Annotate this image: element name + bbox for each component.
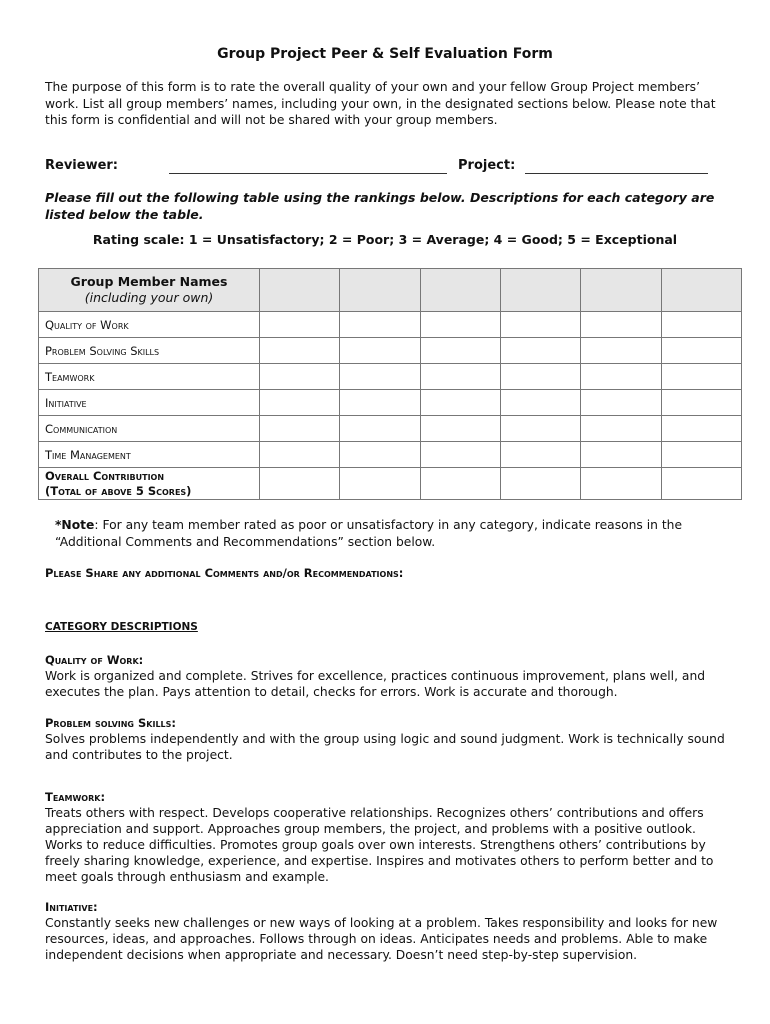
comments-heading: Please Share any additional Comments and/or Recommendations: xyxy=(45,566,404,580)
score-cell[interactable] xyxy=(581,390,661,416)
score-cell[interactable] xyxy=(500,468,580,500)
row-label-communication: Communication xyxy=(39,416,260,442)
score-cell[interactable] xyxy=(661,312,741,338)
score-cell[interactable] xyxy=(340,468,420,500)
score-cell[interactable] xyxy=(340,312,420,338)
score-cell[interactable] xyxy=(581,416,661,442)
score-cell[interactable] xyxy=(260,390,340,416)
score-cell[interactable] xyxy=(661,468,741,500)
score-cell[interactable] xyxy=(420,468,500,500)
category-teamwork xyxy=(45,789,735,885)
member-name-cell[interactable] xyxy=(581,269,661,312)
score-cell[interactable] xyxy=(420,390,500,416)
score-cell[interactable] xyxy=(260,468,340,500)
member-names-header: Group Member Names (including your own) xyxy=(39,269,260,312)
category-descriptions-heading: CATEGORY DESCRIPTIONS xyxy=(45,621,198,633)
score-cell[interactable] xyxy=(340,364,420,390)
score-cell[interactable] xyxy=(420,442,500,468)
score-cell[interactable] xyxy=(581,364,661,390)
table-row-overall xyxy=(39,468,742,500)
score-cell[interactable] xyxy=(420,364,500,390)
table-row xyxy=(39,312,742,338)
score-cell[interactable] xyxy=(500,364,580,390)
note-text: : For any team member rated as poor or unsatisfactory in any category, indicate reasons in the “Additional Comments and Recommendations” section below. xyxy=(55,518,683,549)
table-header-row xyxy=(39,269,742,312)
category-heading: Teamwork: xyxy=(45,790,106,804)
category-heading: Quality of Work: xyxy=(45,653,144,667)
score-cell[interactable] xyxy=(661,364,741,390)
intro-paragraph: The purpose of this form is to rate the overall quality of your own and your fellow Group Project members’ work. List all group members’ names, including your own, in the designated sections below. Please note that this form is confidential and will not be shared with your group members. xyxy=(45,80,716,127)
table-row xyxy=(39,416,742,442)
member-name-cell[interactable] xyxy=(340,269,420,312)
category-problem-solving xyxy=(45,715,735,763)
score-cell[interactable] xyxy=(500,390,580,416)
table-row xyxy=(39,338,742,364)
reviewer-label: Reviewer: xyxy=(45,158,119,173)
form-title: Group Project Peer & Self Evaluation Form xyxy=(217,46,553,62)
table-instruction: Please fill out the following table using the rankings below. Descriptions for each category are listed below the table. xyxy=(45,190,715,222)
member-name-cell[interactable] xyxy=(420,269,500,312)
score-cell[interactable] xyxy=(500,338,580,364)
project-field[interactable] xyxy=(525,173,708,174)
score-cell[interactable] xyxy=(340,338,420,364)
category-heading: Initiative: xyxy=(45,900,98,914)
category-text: Constantly seeks new challenges or new ways of looking at a problem. Takes responsibility and looks for new resources, ideas, and approaches. Follows through on ideas. Anticipates needs and problems. Able to make independent decisions when appropriate and necessary. Doesn’t need step-by-step supervision. xyxy=(45,916,718,962)
member-name-cell[interactable] xyxy=(500,269,580,312)
row-label-teamwork: Teamwork xyxy=(39,364,260,390)
row-label-time-management: Time Management xyxy=(39,442,260,468)
evaluation-table xyxy=(38,268,742,500)
table-row xyxy=(39,442,742,468)
project-label: Project: xyxy=(458,158,516,173)
score-cell[interactable] xyxy=(260,364,340,390)
score-cell[interactable] xyxy=(260,338,340,364)
member-name-cell[interactable] xyxy=(260,269,340,312)
score-cell[interactable] xyxy=(420,338,500,364)
table-row xyxy=(39,364,742,390)
score-cell[interactable] xyxy=(500,442,580,468)
row-label-initiative: Initiative xyxy=(39,390,260,416)
score-cell[interactable] xyxy=(661,338,741,364)
score-cell[interactable] xyxy=(661,416,741,442)
score-cell[interactable] xyxy=(260,442,340,468)
reviewer-field[interactable] xyxy=(169,173,447,174)
category-initiative xyxy=(45,899,735,963)
score-cell[interactable] xyxy=(260,416,340,442)
category-text: Solves problems independently and with the group using logic and sound judgment. Work is technically sound and contributes to the project. xyxy=(45,732,725,762)
score-cell[interactable] xyxy=(340,442,420,468)
score-cell[interactable] xyxy=(340,416,420,442)
score-cell[interactable] xyxy=(661,390,741,416)
row-label-quality-of-work: Quality of Work xyxy=(39,312,260,338)
score-cell[interactable] xyxy=(581,468,661,500)
category-heading: Problem solving Skills: xyxy=(45,716,177,730)
score-cell[interactable] xyxy=(500,416,580,442)
score-cell[interactable] xyxy=(420,416,500,442)
score-cell[interactable] xyxy=(581,442,661,468)
rating-scale: Rating scale: 1 = Unsatisfactory; 2 = Poor; 3 = Average; 4 = Good; 5 = Exceptional xyxy=(92,232,678,247)
score-cell[interactable] xyxy=(581,312,661,338)
note-label: *Note xyxy=(55,518,95,532)
score-cell[interactable] xyxy=(340,390,420,416)
score-cell[interactable] xyxy=(500,312,580,338)
table-row xyxy=(39,390,742,416)
category-quality-of-work xyxy=(45,652,735,700)
category-text: Treats others with respect. Develops cooperative relationships. Recognizes others’ contributions and offers appreciation and support. Approaches group members, the project, and problems with a positive outlook. Works to reduce difficulties. Promotes group goals over own interests. Strengthens others’ contributions by freely sharing knowledge, experience, and expertise. Inspires and motivates others to perform better and to meet goals through enthusiasm and example. xyxy=(45,806,714,884)
member-name-cell[interactable] xyxy=(661,269,741,312)
reviewer-project-row xyxy=(45,158,725,180)
row-label-overall-contribution: Overall Contribution (Total of above 5 Scores) xyxy=(39,468,260,500)
category-text: Work is organized and complete. Strives for excellence, practices continuous improvement, plans well, and executes the plan. Pays attention to detail, checks for errors. Work is accurate and thorough. xyxy=(45,669,706,699)
score-cell[interactable] xyxy=(581,338,661,364)
score-cell[interactable] xyxy=(420,312,500,338)
row-label-problem-solving: Problem Solving Skills xyxy=(39,338,260,364)
score-cell[interactable] xyxy=(260,312,340,338)
note-paragraph xyxy=(55,517,735,550)
score-cell[interactable] xyxy=(661,442,741,468)
